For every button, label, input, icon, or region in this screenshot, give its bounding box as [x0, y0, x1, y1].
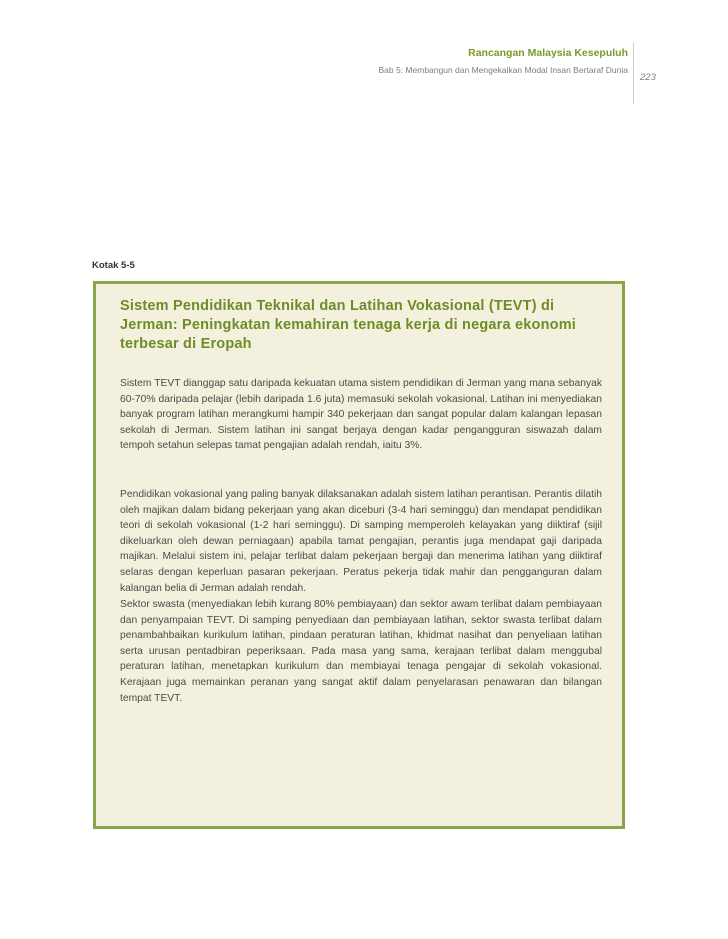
- box-paragraph-2: Pendidikan vokasional yang paling banyak dilaksanakan adalah sistem latihan perantisan. Perantis dilatih oleh majikan dalam bidang pekerjaan yang akan diceburi (3-4 hari seminggu) dan mendapat pendidikan teori di sekolah vokasional (1-2 hari seminggu). Di samping memperoleh kelayakan yang diiktiraf (sijil dikeluarkan oleh dewan perniagaan) apabila tamat pengajian, perantis juga mendapat gaji daripada majikan. Melalui sistem ini, pelajar terlibat dalam pekerjaan bergaji dan menerima latihan yang diiktiraf selaras dengan keperluan pasaran pekerjaan. Peratus pekerja tidak mahir dan pengganguran dalam kalangan belia di Jerman adalah rendah.: [120, 489, 602, 594]
- publication-title: Rancangan Malaysia Kesepuluh: [468, 47, 628, 59]
- box-paragraph-1: Sistem TEVT dianggap satu daripada kekuatan utama sistem pendidikan di Jerman yang mana sebanyak 60-70% daripada pelajar (lebih daripada 1.6 juta) memasuki sekolah vokasional. Latihan ini menyediakan banyak program latihan merangkumi hampir 340 pekerjaan dan sangat popular dalam kalangan lepasan sekolah di Jerman. Sistem latihan ini sangat berjaya dengan kadar pengangguran siswazah dalam tempoh setahun selepas tamat pengajian adalah rendah, iaitu 3%.: [120, 378, 602, 452]
- page-number: 223: [640, 72, 656, 83]
- header-divider: [633, 42, 634, 104]
- chapter-title: Bab 5: Membangun dan Mengekalkan Modal Insan Bertaraf Dunia: [378, 65, 628, 75]
- text-box: [93, 281, 625, 829]
- box-title: Sistem Pendidikan Teknikal dan Latihan Vokasional (TEVT) di Jerman: Peningkatan kemahiran tenaga kerja di negara ekonomi terbesar di Eropah: [120, 298, 577, 352]
- running-header: [379, 46, 629, 76]
- box-paragraph-3: Sektor swasta (menyediakan lebih kurang 80% pembiayaan) dan sektor awam terlibat dalam pembiayaan dan penyampaian TEVT. Di samping penyediaan dan pembiayaan latihan, sektor swasta terlibat dalam penambahbaikan kurikulum latihan, pindaan peraturan latihan, khidmat nasihat dan penyeliaan latihan serta urusan pentadbiran peperiksaan. Pada masa yang sama, kerajaan terlibat dalam menggubal peraturan latihan, menetapkan kurikulum dan membiayai tenaga pengajar di sekolah vokasional. Kerajaan juga memainkan peranan yang sangat aktif dalam penyelarasan penawaran dan bilangan tempat TEVT.: [120, 599, 602, 704]
- box-label: Kotak 5-5: [92, 260, 135, 271]
